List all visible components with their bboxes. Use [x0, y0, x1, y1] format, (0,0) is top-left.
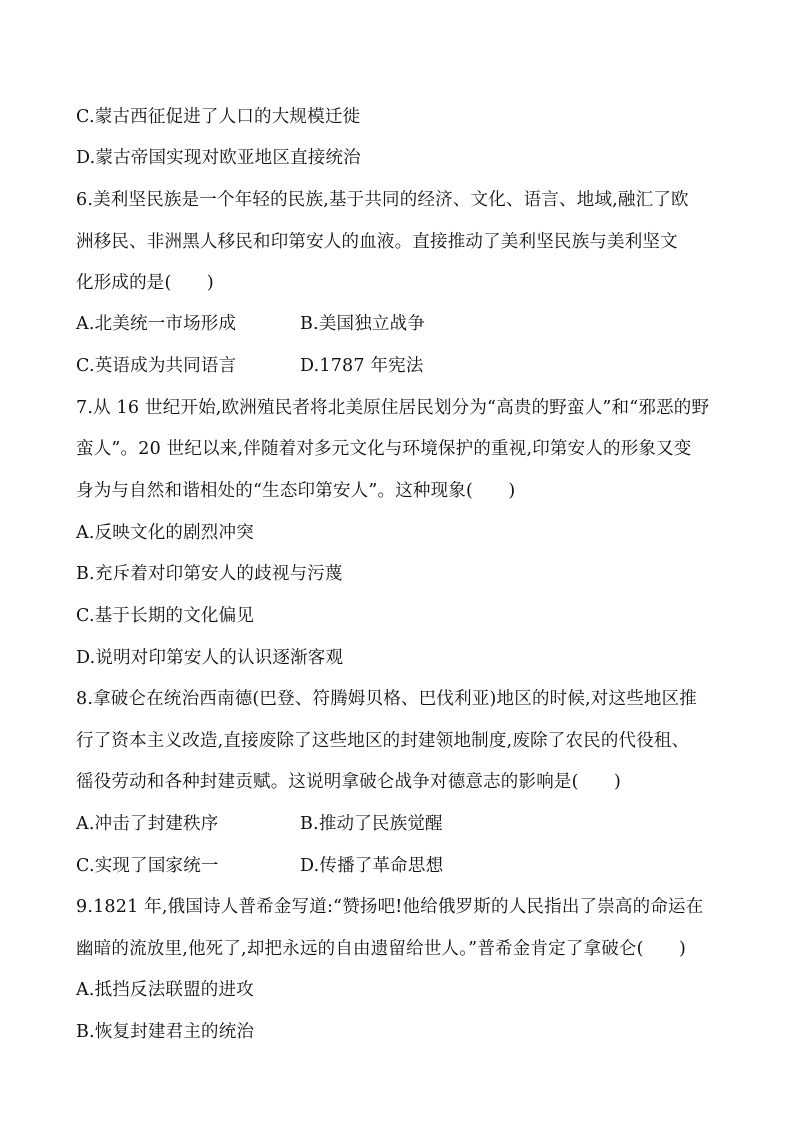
q8-option-c: C.实现了国家统一 — [76, 856, 219, 876]
q8-stem-line-3: 徭役劳动和各种封建贡赋。这说明拿破仑战争对德意志的影响是( ) — [76, 772, 622, 792]
q6-stem-line-3: 化形成的是( ) — [76, 273, 214, 293]
q7-stem-line-2: 蛮人”。20 世纪以来,伴随着对多元文化与环境保护的重视,印第安人的形象又变 — [76, 439, 692, 459]
q6-options-row-2 — [76, 355, 424, 377]
q9-option-a: A.抵挡反法联盟的进攻 — [76, 980, 254, 1000]
q6-option-d: D.1787 年宪法 — [300, 356, 424, 376]
q5-option-c: C.蒙古西征促进了人口的大规模迁徙 — [76, 107, 361, 127]
q9-stem-line-1: 9.1821 年,俄国诗人普希金写道:“赞扬吧!他给俄罗斯的人民指出了崇高的命运在 — [76, 897, 704, 917]
q5-option-d: D.蒙古帝国实现对欧亚地区直接统治 — [76, 148, 361, 168]
q7-option-b: B.充斥着对印第安人的歧视与污蔑 — [76, 564, 343, 584]
q9-stem-line-2: 幽暗的流放里,他死了,却把永远的自由遗留给世人。”普希金肯定了拿破仑( ) — [76, 939, 687, 959]
q8-stem-line-1: 8.拿破仑在统治西南德(巴登、符腾姆贝格、巴伐利亚)地区的时候,对这些地区推 — [76, 689, 698, 709]
q7-option-c: C.基于长期的文化偏见 — [76, 606, 255, 626]
q8-options-row-2 — [76, 855, 443, 877]
q8-option-b: B.推动了民族觉醒 — [300, 814, 443, 834]
q8-option-a: A.冲击了封建秩序 — [76, 814, 219, 834]
q7-stem-line-3: 身为与自然和谐相处的“生态印第安人”。这种现象( ) — [76, 481, 516, 501]
q7-option-d: D.说明对印第安人的认识逐渐客观 — [76, 648, 344, 668]
q6-options-row-1 — [76, 313, 425, 335]
q9-option-b: B.恢复封建君主的统治 — [76, 1022, 255, 1042]
q6-stem-line-2: 洲移民、非洲黑人移民和印第安人的血液。直接推动了美利坚民族与美利坚文 — [76, 232, 678, 252]
q6-option-b: B.美国独立战争 — [300, 314, 426, 334]
q7-option-a: A.反映文化的剧烈冲突 — [76, 523, 254, 543]
q8-option-d: D.传播了革命思想 — [300, 856, 444, 876]
q7-stem-line-1: 7.从 16 世纪开始,欧洲殖民者将北美原住居民划分为“高贵的野蛮人”和“邪恶的野 — [76, 398, 710, 418]
q8-stem-line-2: 行了资本主义改造,直接废除了这些地区的封建领地制度,废除了农民的代役租、 — [76, 731, 690, 751]
q6-option-a: A.北美统一市场形成 — [76, 314, 237, 334]
q6-stem-line-1: 6.美利坚民族是一个年轻的民族,基于共同的经济、文化、语言、地域,融汇了欧 — [76, 190, 689, 210]
q8-options-row-1 — [76, 813, 443, 835]
q6-option-c: C.英语成为共同语言 — [76, 356, 237, 376]
